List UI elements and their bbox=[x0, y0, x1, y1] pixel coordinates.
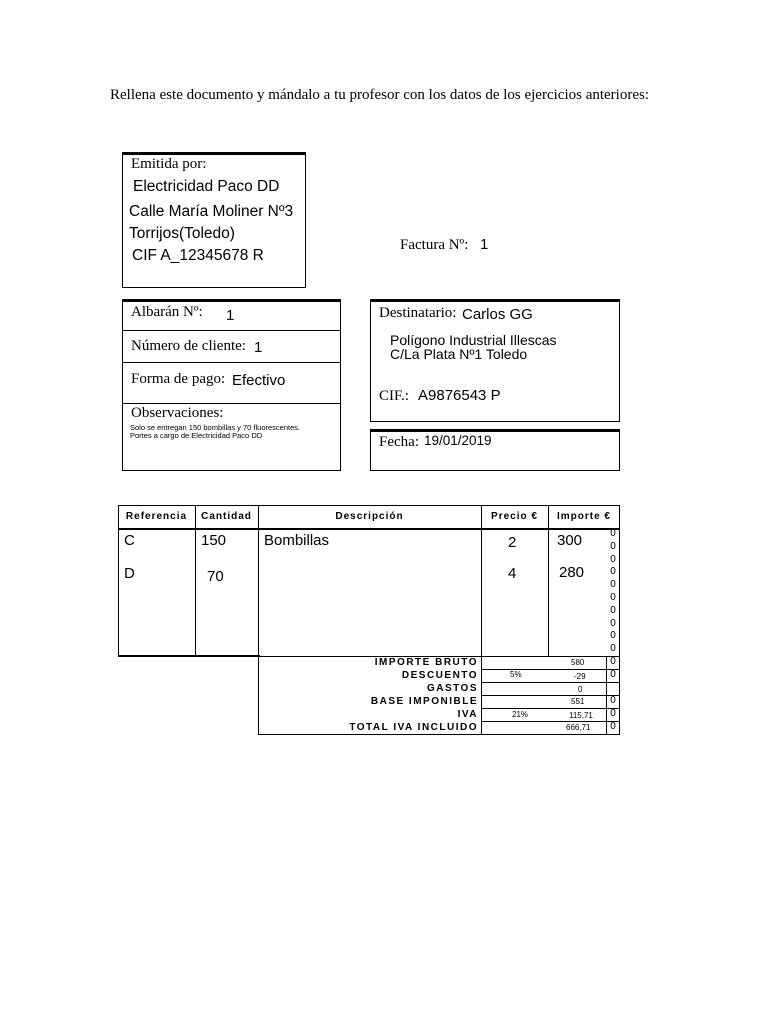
total-value[interactable]: 666,71 bbox=[566, 723, 591, 732]
descuento-label: DESCUENTO bbox=[401, 670, 478, 681]
row-1-desc[interactable]: Bombillas bbox=[264, 532, 330, 549]
bruto-value[interactable]: 580 bbox=[571, 658, 585, 667]
recipient-cif-value[interactable]: A9876543 P bbox=[418, 387, 501, 404]
summary-divider-3 bbox=[481, 695, 619, 696]
col-divider-2 bbox=[258, 505, 259, 735]
summary-right-border bbox=[619, 656, 620, 735]
base-label: BASE IMPONIBLE bbox=[370, 696, 478, 707]
date-label: Fecha: bbox=[379, 434, 419, 450]
notes-label: Observaciones: bbox=[131, 405, 224, 421]
iva-pct[interactable]: 21% bbox=[512, 710, 529, 719]
payment-label: Forma de pago: bbox=[131, 371, 226, 387]
zero-cell: 0 bbox=[610, 528, 616, 539]
recipient-cif-label: CIF.: bbox=[379, 388, 410, 404]
issuer-city[interactable]: Torrijos(Toledo) bbox=[129, 225, 235, 242]
iva-zero: 0 bbox=[610, 708, 616, 719]
header-precio: Precio € bbox=[491, 511, 538, 522]
total-label: TOTAL IVA INCLUIDO bbox=[349, 722, 478, 733]
row-2-ref[interactable]: D bbox=[124, 565, 135, 582]
date-value[interactable]: 19/01/2019 bbox=[424, 433, 492, 448]
row-1-price[interactable]: 2 bbox=[508, 534, 517, 551]
bruto-zero: 0 bbox=[610, 656, 616, 667]
summary-divider-4 bbox=[481, 708, 619, 709]
recipient-address-1[interactable]: Polígono Industrial Illescas bbox=[390, 332, 557, 348]
zero-cell: 0 bbox=[610, 540, 616, 552]
delivery-divider-2 bbox=[122, 362, 341, 363]
notes-line-1[interactable]: Solo se entregan 150 bombillas y 70 fluorescentes. bbox=[130, 423, 301, 432]
issuer-cif[interactable]: CIF A_12345678 R bbox=[132, 247, 264, 264]
client-label: Número de cliente: bbox=[131, 338, 246, 354]
zero-cell: 0 bbox=[610, 617, 616, 629]
delivery-divider-1 bbox=[122, 330, 341, 331]
zero-cell: 0 bbox=[610, 579, 616, 591]
row-2-qty[interactable]: 70 bbox=[207, 568, 224, 585]
row-1-amount[interactable]: 300 bbox=[557, 532, 583, 549]
recipient-label: Destinatario: bbox=[379, 305, 457, 321]
zero-cell: 0 bbox=[610, 592, 616, 603]
notes-line-2[interactable]: Portes a cargo de Electricidad Paco DD bbox=[130, 431, 263, 440]
zero-cell: 0 bbox=[610, 553, 616, 565]
items-table-bottom-border bbox=[118, 655, 260, 657]
zero-cell: 0 bbox=[610, 566, 616, 578]
issuer-name[interactable]: Electricidad Paco DD bbox=[133, 178, 280, 195]
header-referencia: Referencia bbox=[125, 511, 188, 522]
zero-cell: 0 bbox=[610, 604, 616, 616]
issuer-address[interactable]: Calle María Moliner Nº3 bbox=[129, 203, 294, 220]
intro-text: Rellena este documento y mándalo a tu profesor con los datos de los ejercicios anteriores: bbox=[110, 87, 649, 103]
table-header-divider bbox=[118, 528, 620, 530]
iva-label: IVA bbox=[457, 709, 478, 720]
gastos-value[interactable]: 0 bbox=[578, 685, 583, 694]
descuento-value[interactable]: -29 bbox=[574, 672, 586, 681]
row-1-qty[interactable]: 150 bbox=[201, 532, 227, 549]
total-zero: 0 bbox=[610, 721, 616, 732]
delivery-divider-3 bbox=[122, 403, 341, 404]
row-1-ref[interactable]: C bbox=[124, 532, 135, 549]
header-importe: Importe € bbox=[556, 511, 611, 522]
base-value[interactable]: 551 bbox=[571, 697, 585, 706]
summary-divider-2 bbox=[481, 682, 619, 683]
col-divider-3 bbox=[481, 505, 482, 735]
zero-cell: 0 bbox=[610, 643, 616, 655]
bruto-label: IMPORTE BRUTO bbox=[374, 657, 478, 668]
issuer-label: Emitida por: bbox=[131, 156, 207, 172]
summary-divider-1 bbox=[481, 669, 619, 670]
recipient-address-2[interactable]: C/La Plata Nº1 Toledo bbox=[390, 346, 528, 362]
zero-cell: 0 bbox=[610, 630, 616, 642]
albaran-value[interactable]: 1 bbox=[226, 307, 235, 324]
header-descripcion: Descripción bbox=[335, 511, 404, 522]
summary-bottom-border bbox=[258, 734, 620, 735]
base-zero: 0 bbox=[610, 695, 616, 706]
albaran-label: Albarán Nº: bbox=[131, 304, 203, 320]
descuento-pct[interactable]: 5% bbox=[510, 670, 522, 679]
invoice-number[interactable]: 1 bbox=[480, 236, 489, 253]
row-2-amount[interactable]: 280 bbox=[559, 564, 585, 581]
invoice-label: Factura Nº: bbox=[400, 237, 469, 253]
iva-value[interactable]: 115,71 bbox=[569, 711, 593, 720]
summary-divider-5 bbox=[481, 721, 619, 722]
descuento-zero: 0 bbox=[610, 669, 616, 680]
gastos-label: GASTOS bbox=[426, 683, 478, 694]
row-2-price[interactable]: 4 bbox=[508, 565, 517, 582]
client-value[interactable]: 1 bbox=[254, 339, 263, 356]
header-cantidad: Cantidad bbox=[201, 511, 252, 522]
recipient-name[interactable]: Carlos GG bbox=[462, 306, 533, 323]
payment-value[interactable]: Efectivo bbox=[232, 372, 286, 389]
